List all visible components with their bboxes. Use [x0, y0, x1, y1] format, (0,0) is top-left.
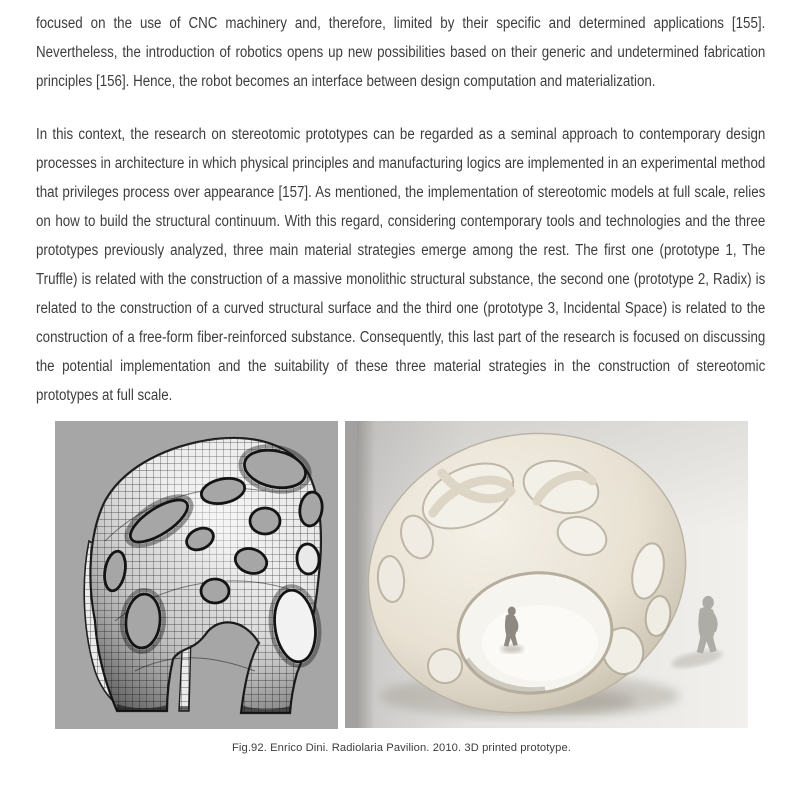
wireframe-mesh-image — [55, 421, 338, 729]
figure-92 — [55, 421, 800, 754]
paragraph-1: focused on the use of CNC machinery and, therefore, limited by their specific and determined applications [155]. Nevertheless, the introduction of robotics opens up new possibilities based on their generic and undetermined fabrication principles [156]. Hence, the robot becomes an interface between design computation and materialization. — [36, 15, 766, 90]
figure-caption: Fig.92. Enrico Dini. Radiolaria Pavilion. 2010. 3D printed prototype. — [232, 742, 571, 754]
printed-prototype-photo — [345, 421, 748, 728]
body-text-inner — [36, 9, 765, 410]
paragraph-2: In this context, the research on stereotomic prototypes can be regarded as a seminal approach to contemporary design processes in architecture in which physical principles and manufacturing logics are implemented in an experimental method that privileges process over appearance [157]. As mentioned, the implementation of stereotomic models at full scale, relies on how to build the structural continuum. With this regard, considering contemporary tools and technologies and the three prototypes previously analyzed, three main material strategies emerge among the rest. The first one (prototype 1, The Truffle) is related with the construction of a massive monolithic structural substance, the second one (prototype 2, Radix) is related to the construction of a curved structural surface and the third one (prototype 3, Incidental Space) is related to the construction of a free-form fiber-reinforced substance. Consequently, this last part of the research is focused on discussing the potential implementation and the suitability of these three material strategies in the construction of stereotomic prototypes at full scale. — [36, 126, 766, 404]
figure-image-row — [55, 421, 800, 729]
